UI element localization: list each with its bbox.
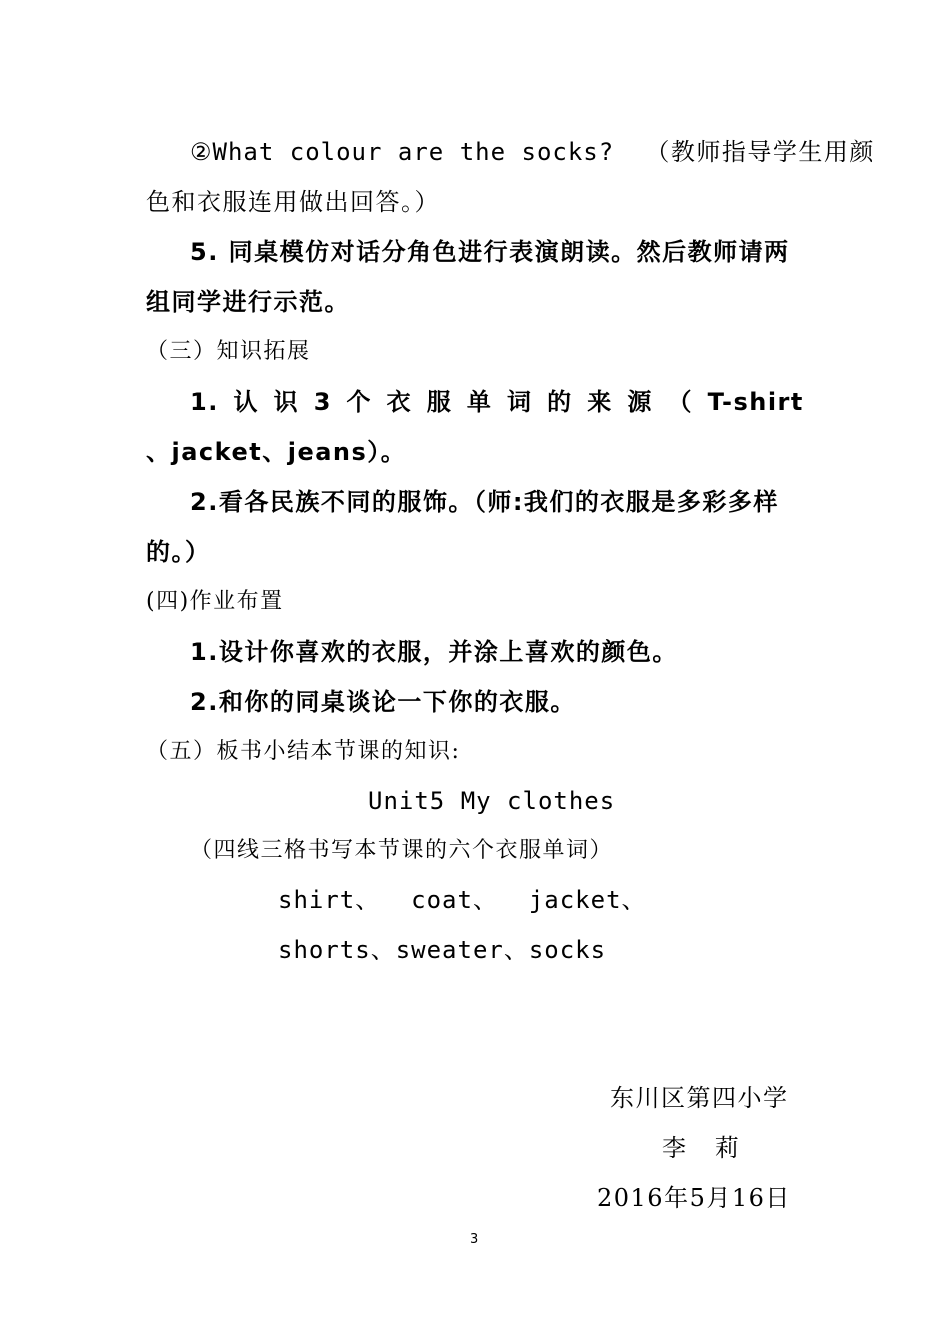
extension-1-line [190, 386, 804, 418]
extension-1-token: 衣 [386, 388, 413, 416]
question-2-line [190, 136, 875, 168]
extension-1-token: 来 [587, 388, 613, 416]
extension-1-token: 源 [627, 388, 653, 416]
extension-1-token: 服 [426, 388, 453, 416]
question-2-chinese: （教师指导学生用颜 [645, 138, 875, 166]
page-number: 3 [470, 1232, 479, 1247]
section-5-heading: （五）板书小结本节课的知识: [146, 739, 461, 764]
homework-1: 1.设计你喜欢的衣服，并涂上喜欢的颜色。 [190, 638, 678, 666]
step-5-line-1: 5. 同桌模仿对话分角色进行表演朗读。然后教师请两 [190, 238, 790, 266]
school-name: 东川区第四小学 [610, 1084, 789, 1112]
extension-1-token: 词 [507, 388, 533, 416]
board-title: Unit5 My clothes [368, 787, 616, 815]
board-note: （四线三格书写本节课的六个衣服单词） [190, 838, 614, 863]
date: 2016年5月16日 [597, 1184, 791, 1212]
teacher-name: 李 莉 [662, 1134, 741, 1162]
extension-1-token: 3 [313, 388, 332, 416]
step-5-line-2: 组同学进行示范。 [146, 288, 350, 316]
extension-1-token: 认 [233, 388, 259, 416]
extension-2-line-1: 2.看各民族不同的服饰。（师:我们的衣服是多彩多样 [190, 488, 779, 516]
extension-1-token: 个 [346, 388, 373, 416]
homework-2: 2.和你的同桌谈论一下你的衣服。 [190, 688, 576, 716]
extension-1-token: 的 [547, 388, 573, 416]
extension-1-token: （ [667, 388, 694, 416]
extension-1-continuation: 、jacket、jeans）。 [146, 438, 407, 466]
extension-1-token: T-shirt [707, 388, 804, 416]
question-2-english: ②What colour are the socks? [190, 138, 615, 166]
clothes-words-row-2: shorts、sweater、socks [278, 936, 607, 964]
extension-1-token: 单 [466, 388, 493, 416]
section-4-heading: (四)作业布置 [146, 589, 284, 614]
extension-2-line-2: 的。） [146, 538, 211, 566]
section-3-heading: （三）知识拓展 [146, 339, 311, 364]
clothes-words-row-1: shirt、 coat、 jacket、 [278, 886, 647, 914]
question-2-continuation: 色和衣服连用做出回答。） [146, 188, 440, 216]
extension-1-token: 1. [190, 388, 219, 416]
extension-1-token: 识 [273, 388, 300, 416]
